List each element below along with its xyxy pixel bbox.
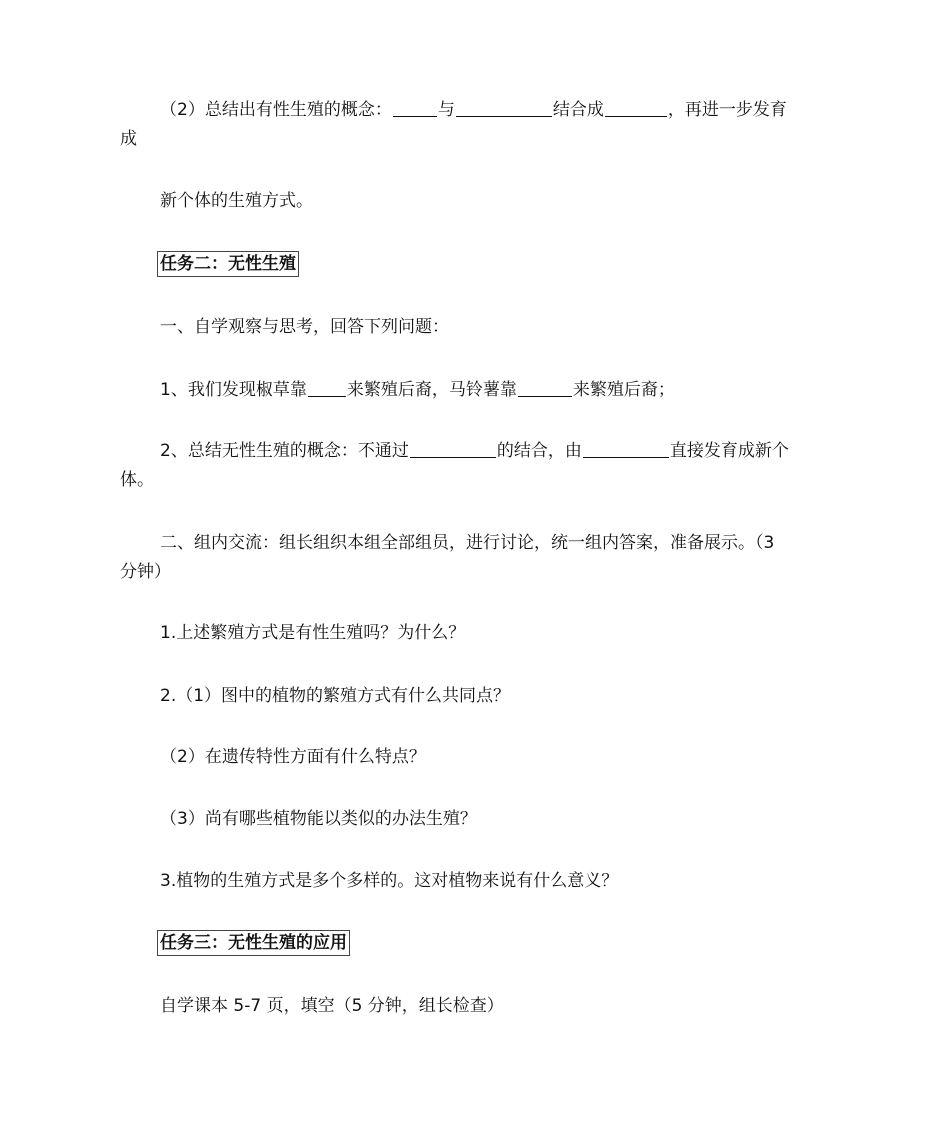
task2-q2-wrap: 体。	[120, 470, 154, 490]
blank-field	[410, 439, 496, 458]
task2-q1-a: 1、我们发现椒草靠	[160, 380, 307, 400]
task2-q2-b: 的结合，由	[496, 441, 582, 461]
blank-field	[308, 378, 346, 397]
task1-q2-wrap: 成	[120, 129, 137, 149]
task2-q2-line	[160, 437, 789, 465]
task2-heading: 任务二：无性生殖	[157, 251, 299, 277]
task2-section2: 二、组内交流：组长组织本组全部组员，进行讨论，统一组内答案，准备展示。（3	[160, 533, 775, 553]
task2-heading-line	[157, 250, 299, 278]
task2-q1-line	[160, 376, 675, 404]
task1-q2-part2: 与	[437, 100, 455, 120]
task2-q2-a: 2、总结无性生殖的概念：不通过	[160, 441, 409, 461]
discussion-item: （2）在遗传特性方面有什么特点？	[160, 747, 426, 767]
task3-heading-line	[157, 929, 350, 957]
blank-field	[393, 98, 437, 117]
task2-section1: 一、自学观察与思考，回答下列问题：	[160, 317, 449, 337]
task2-q1-c: 来繁殖后裔；	[572, 380, 675, 400]
blank-field	[518, 378, 572, 397]
discussion-item: 2.（1）图中的植物的繁殖方式有什么共同点？	[160, 686, 511, 706]
blank-field	[605, 98, 667, 117]
discussion-item: （3）尚有哪些植物能以类似的办法生殖？	[160, 809, 477, 829]
blank-field	[456, 98, 552, 117]
discussion-item: 1.上述繁殖方式是有性生殖吗？为什么？	[160, 623, 466, 643]
task2-q1-b: 来繁殖后裔，马铃薯靠	[346, 380, 517, 400]
task1-q2-part1: （2）总结出有性生殖的概念：	[160, 100, 392, 120]
task1-q2-continuation: 新个体的生殖方式。	[160, 191, 313, 211]
task1-q2-part3: 结合成	[552, 100, 604, 120]
task2-section2-wrap: 分钟）	[120, 562, 171, 582]
task3-heading: 任务三：无性生殖的应用	[157, 930, 350, 956]
task3-instruction: 自学课本 5-7 页，填空（5 分钟，组长检查）	[160, 996, 504, 1016]
discussion-item: 3.植物的生殖方式是多个多样的。这对植物来说有什么意义？	[160, 871, 619, 891]
task1-q2-line	[160, 96, 787, 124]
task1-q2-part4: ，再进一步发育	[667, 100, 787, 120]
task2-q2-c: 直接发育成新个	[669, 441, 789, 461]
blank-field	[583, 439, 669, 458]
